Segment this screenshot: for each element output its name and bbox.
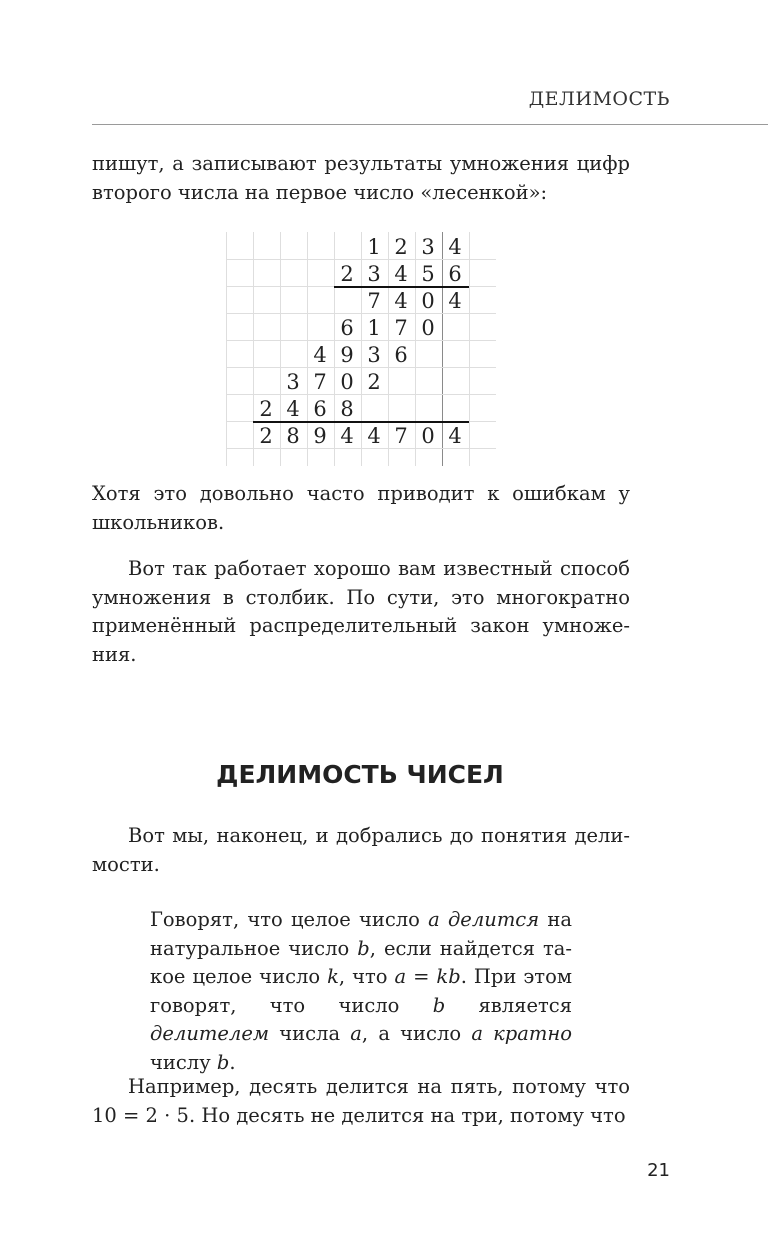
grid-digit: 9 — [340, 343, 354, 367]
grid-digit: 4 — [448, 235, 462, 259]
grid-digit: 0 — [340, 370, 354, 394]
grid-digit: 1 — [367, 235, 381, 259]
definition-text: , а число — [361, 1022, 472, 1045]
grid-digit: 6 — [394, 343, 408, 367]
grid-digit: 4 — [286, 397, 300, 421]
term-divisor: делителем — [150, 1022, 270, 1045]
grid-digit: 2 — [394, 235, 408, 259]
variable-a: a — [428, 908, 440, 931]
variable-b: b — [357, 936, 370, 960]
page-number: 21 — [647, 1160, 670, 1181]
definition-formula: a = kb — [394, 965, 461, 988]
grid-digit: 9 — [313, 424, 327, 448]
grid-digit: 4 — [394, 289, 408, 313]
grid-digit: 3 — [421, 235, 435, 259]
term-multiple: a кратно — [471, 1022, 572, 1045]
grid-digit: 1 — [367, 316, 381, 340]
grid-digit: 0 — [421, 424, 435, 448]
multiplication-grid-svg — [226, 232, 496, 466]
grid-digit: 4 — [340, 424, 354, 448]
grid-digit: 2 — [259, 424, 273, 448]
multiplication-grid — [226, 232, 496, 466]
grid-digit: 4 — [313, 343, 327, 367]
grid-digit: 8 — [340, 397, 354, 421]
variable-a: a — [350, 1022, 362, 1045]
definition-block — [150, 906, 572, 1077]
definition-text: числу — [150, 1050, 217, 1074]
definition-text: . При этом говорят, что число — [150, 965, 572, 1017]
grid-digit: 7 — [367, 289, 381, 313]
definition-text: Говорят, что целое число — [150, 908, 429, 931]
grid-digit: 4 — [448, 289, 462, 313]
grid-digit: 4 — [367, 424, 381, 448]
term-divides: делится — [439, 908, 540, 931]
grid-digit: 8 — [286, 424, 300, 448]
example-paragraph: Например, десять делится на пять, потому что 10 = 2 · 5. Но десять не делится на три, потому что — [92, 1075, 630, 1127]
grid-digit: 7 — [313, 370, 327, 394]
section-title: ДЕЛИМОСТЬ ЧИСЕЛ — [216, 760, 504, 789]
grid-digit: 4 — [448, 424, 462, 448]
grid-digit: 2 — [340, 262, 354, 286]
grid-digit: 6 — [313, 397, 327, 421]
grid-digit: 3 — [367, 343, 381, 367]
variable-b: b — [432, 993, 446, 1017]
grid-digit: 0 — [421, 289, 435, 313]
grid-digit: 6 — [340, 316, 354, 340]
intro-paragraph: пишут, а записывают результаты умножения цифр второго числа на первое число «лесенкой»: — [92, 152, 630, 204]
grid-digit: 6 — [448, 262, 462, 286]
grid-digit: 2 — [259, 397, 273, 421]
definition-text: . — [229, 1050, 236, 1074]
variable-b: b — [216, 1050, 230, 1074]
definition-text: , если найдется та-кое целое число — [150, 936, 572, 988]
variable-k: k — [327, 965, 339, 988]
grid-digit: 2 — [367, 370, 381, 394]
grid-digit: 0 — [421, 316, 435, 340]
grid-digit: 3 — [367, 262, 381, 286]
errors-paragraph: Хотя это довольно часто приводит к ошибкам у школьников. — [92, 482, 630, 534]
definition-text: на натуральное число — [150, 908, 572, 960]
definition-text: , что — [338, 965, 395, 988]
running-head: ДЕЛИМОСТЬ — [528, 88, 670, 110]
header-divider — [92, 124, 768, 125]
grid-digit: 3 — [286, 370, 300, 394]
grid-digit: 4 — [394, 262, 408, 286]
grid-digit: 7 — [394, 316, 408, 340]
grid-digit: 5 — [421, 262, 435, 286]
definition-text: является — [445, 993, 573, 1017]
column-method-paragraph: Вот так работает хорошо вам известный способ умножения в столбик. По сути, это многократно применённый распределительный закон умноже-ния. — [92, 557, 630, 666]
divisibility-intro-paragraph: Вот мы, наконец, и добрались до понятия дели-мости. — [92, 824, 630, 876]
grid-digit: 7 — [394, 424, 408, 448]
definition-text: числа — [269, 1022, 351, 1045]
